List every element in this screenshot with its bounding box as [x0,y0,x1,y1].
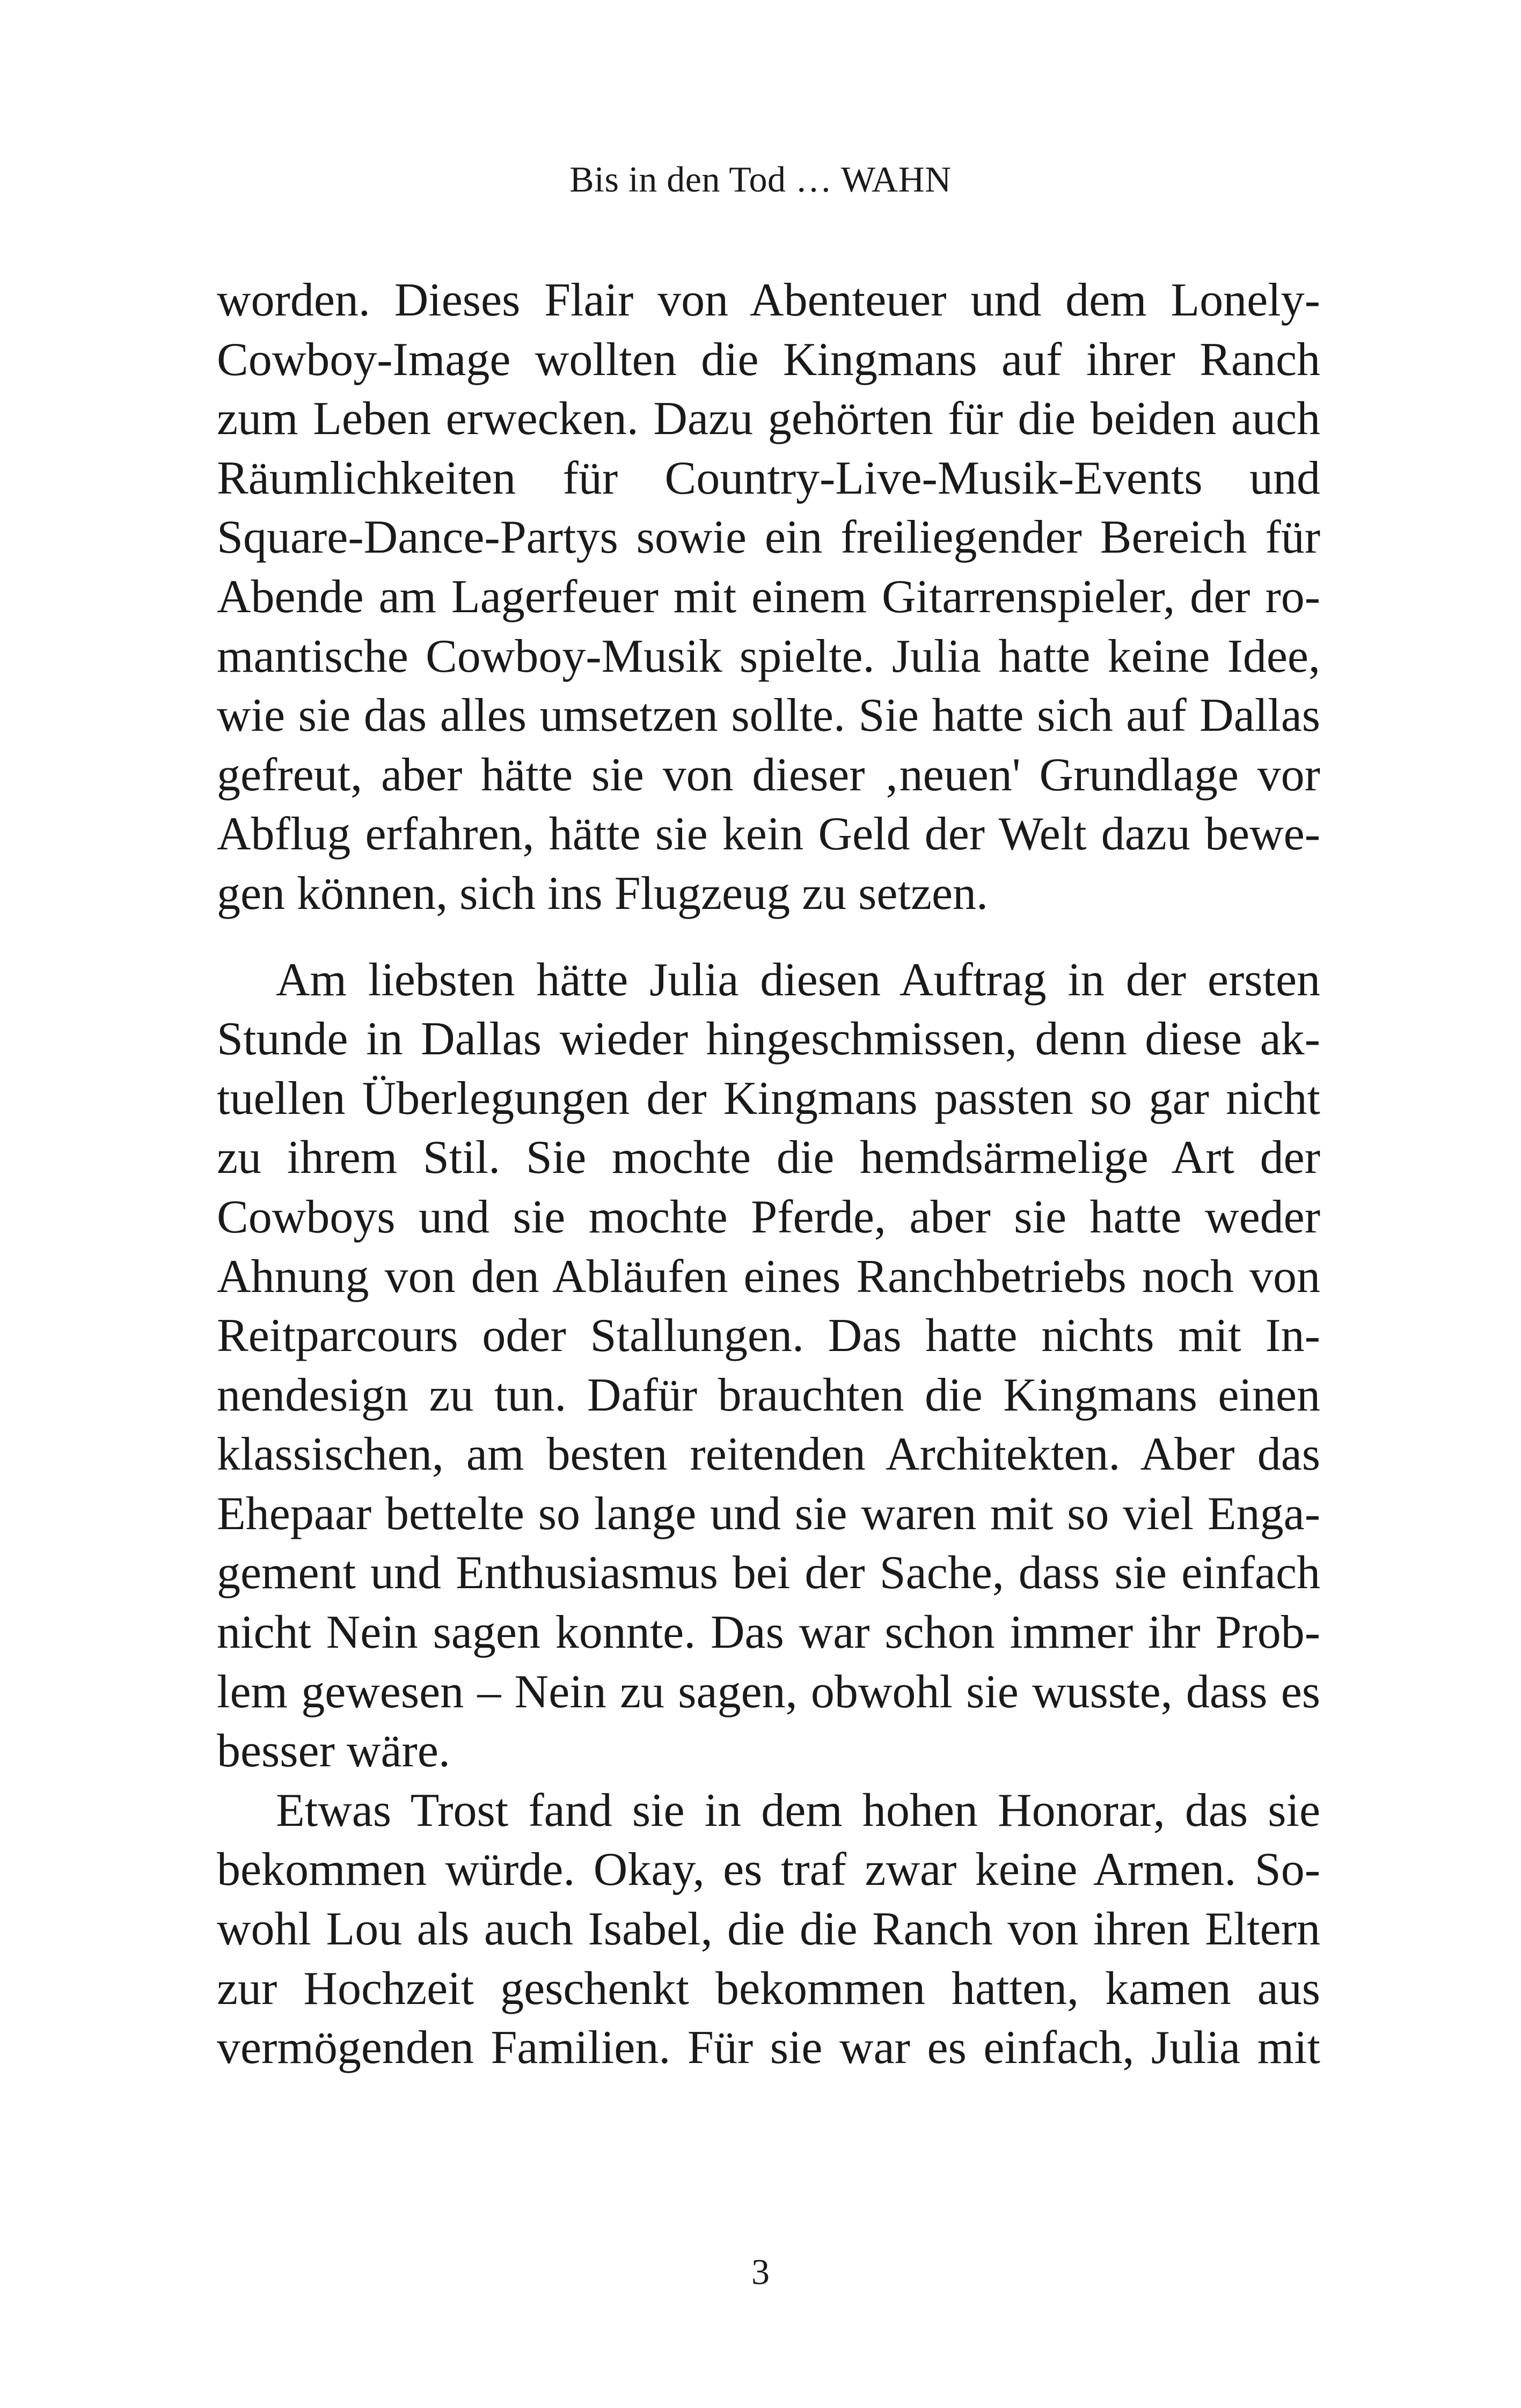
text-line: Square-Dance-Partys sowie ein freiliegender Bereich für [217,511,1320,564]
text-line: Etwas Trost fand sie in dem hohen Honorar, das sie [276,1784,1320,1837]
text-line: nendesign zu tun. Dafür brauchten die Kingmans einen [217,1369,1320,1421]
text-line: Ehepaar bettelte so lange und sie waren mit so viel Enga- [217,1487,1320,1540]
text-line: zum Leben erwecken. Dazu gehörten für die beiden auch [217,393,1320,445]
text-line: lem gewesen – Nein zu sagen, obwohl sie wusste, dass es [217,1665,1320,1718]
body-text [217,271,1320,2078]
paragraph [217,271,1320,924]
text-line: Stunde in Dallas wieder hingeschmissen, denn diese ak- [217,1013,1320,1066]
text-line: Cowboys und sie mochte Pferde, aber sie hatte weder [217,1191,1320,1243]
text-line: wie sie das alles umsetzen sollte. Sie hatte sich auf Dallas [217,689,1320,742]
text-line: Am liebsten hätte Julia diesen Auftrag in der ersten [276,953,1320,1006]
text-line: zu ihrem Stil. Sie mochte die hemdsärmelige Art der [217,1132,1320,1184]
text-line: Ahnung von den Abläufen eines Ranchbetriebs noch von [217,1250,1320,1303]
text-line: Reitparcours oder Stallungen. Das hatte nichts mit In- [217,1310,1320,1362]
text-line: vermögenden Familien. Für sie war es einfach, Julia mit [217,2022,1320,2074]
text-line: gement und Enthusiasmus bei der Sache, dass sie einfach [217,1547,1320,1599]
paragraph [217,1781,1320,2078]
text-line: Räumlichkeiten für Country-Live-Musik-Events und [217,452,1320,504]
paragraph [217,951,1320,1781]
text-line: tuellen Überlegungen der Kingmans passten so gar nicht [217,1072,1320,1125]
text-line: gefreut, aber hätte sie von dieser ‚neuen' Grundlage vor [217,748,1320,801]
text-line: besser wäre. [217,1725,450,1778]
text-line: wohl Lou als auch Isabel, die die Ranch von ihren Eltern [217,1903,1320,1956]
page-number: 3 [751,2251,770,2292]
text-line: worden. Dieses Flair von Abenteuer und dem Lonely- [217,274,1320,326]
running-header: Bis in den Tod … WAHN [569,159,952,200]
text-line: Abflug erfahren, hätte sie kein Geld der Welt dazu bewe- [217,808,1320,861]
text-line: nicht Nein sagen konnte. Das war schon immer ihr Prob- [217,1606,1320,1659]
text-line: Cowboy-Image wollten die Kingmans auf ihrer Ranch [217,333,1320,386]
text-line: Abende am Lagerfeuer mit einem Gitarrenspieler, der ro- [217,570,1320,623]
text-line: zur Hochzeit geschenkt bekommen hatten, kamen aus [217,1962,1320,2015]
text-line: klassischen, am besten reitenden Architekten. Aber das [217,1428,1320,1481]
text-line: gen können, sich ins Flugzeug zu setzen. [217,867,989,920]
text-line: bekommen würde. Okay, es traf zwar keine Armen. So- [217,1844,1320,1896]
text-line: mantische Cowboy-Musik spielte. Julia hatte keine Idee, [217,630,1320,682]
paragraph-spacer [217,924,1320,951]
